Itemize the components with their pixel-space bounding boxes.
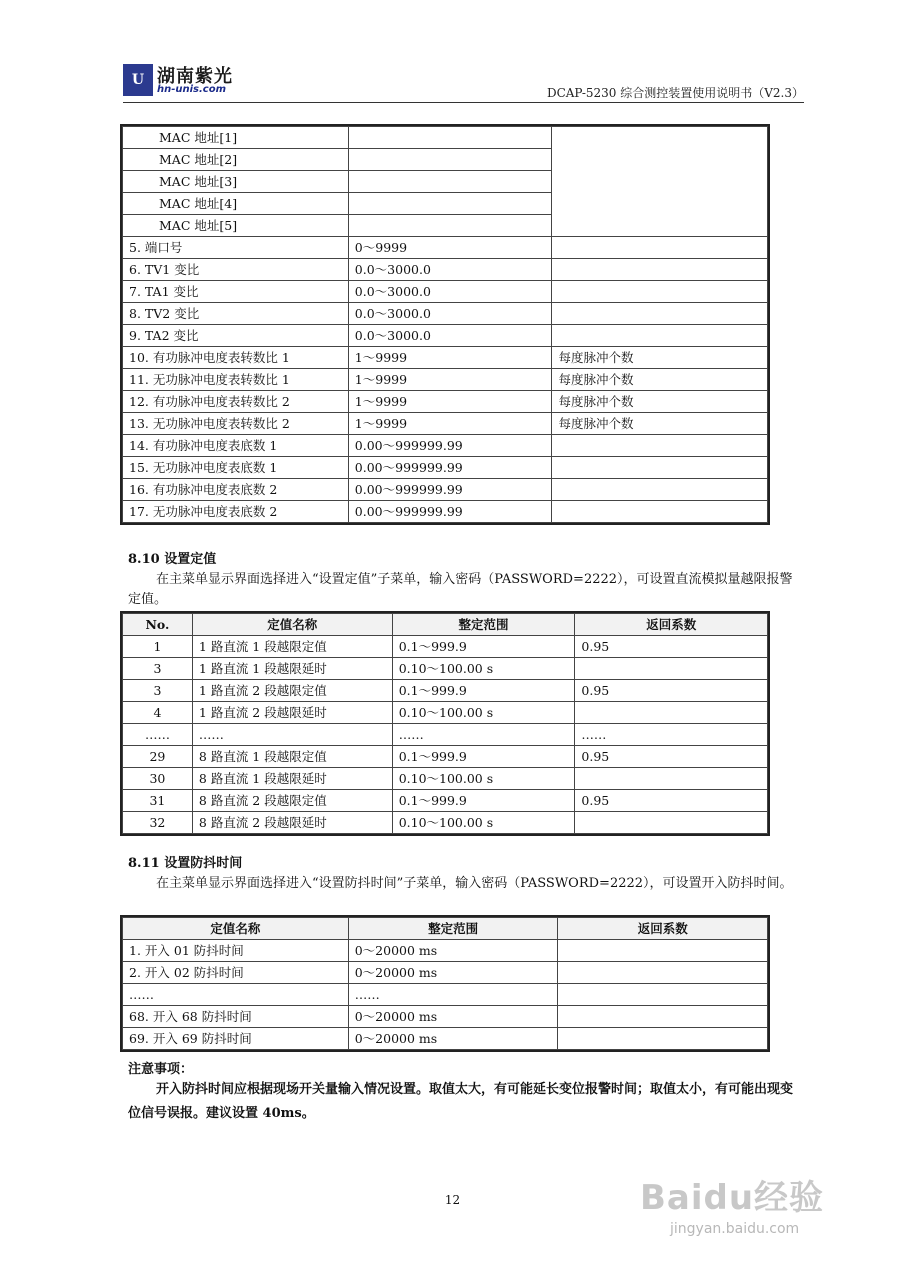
table-row (123, 680, 768, 702)
setpoint-range-cell: 0.10～100.00 s (392, 658, 575, 680)
parameter-range-cell: 0.0～3000.0 (348, 325, 552, 347)
setpoint-return-cell: 0.95 (575, 746, 768, 768)
parameter-name-cell: MAC 地址[5] (123, 215, 349, 237)
setpoint-name-cell: 8 路直流 2 段越限定值 (192, 790, 392, 812)
parameter-range-cell: 1～9999 (348, 391, 552, 413)
parameter-range-cell: 0.0～3000.0 (348, 303, 552, 325)
parameter-note-cell (552, 325, 768, 347)
setpoint-name-cell: 8 路直流 2 段越限延时 (192, 812, 392, 834)
parameter-note-cell (552, 303, 768, 325)
table-row (123, 746, 768, 768)
parameter-range-cell: 1～9999 (348, 369, 552, 391)
parameter-name-cell: MAC 地址[2] (123, 149, 349, 171)
parameter-range-cell (348, 215, 552, 237)
setpoint-range-cell: 0.1～999.9 (392, 790, 575, 812)
parameter-note-cell (552, 501, 768, 523)
company-logo-text: 湖南紫光 (157, 66, 233, 87)
table-row (123, 702, 768, 724)
parameter-name-cell: MAC 地址[3] (123, 171, 349, 193)
setpoint-return-cell: …… (575, 724, 768, 746)
table-row (123, 479, 768, 501)
parameter-note-cell (552, 237, 768, 259)
section-title-8-10: 8.10 设置定值 (128, 552, 217, 567)
parameter-name-cell: 8. TV2 变比 (123, 303, 349, 325)
parameter-range-cell (348, 149, 552, 171)
company-logo-url: hn-unis.com (157, 84, 227, 95)
setpoint-name-cell: 1 路直流 2 段越限定值 (192, 680, 392, 702)
debounce-range-cell: …… (348, 984, 558, 1006)
table-row (123, 391, 768, 413)
setpoint-no-cell: 4 (123, 702, 193, 724)
debounce-name-cell: 2. 开入 02 防抖时间 (123, 962, 349, 984)
parameter-range-cell: 1～9999 (348, 347, 552, 369)
notes-title: 注意事项： (128, 1062, 194, 1077)
setpoint-name-cell: 8 路直流 1 段越限延时 (192, 768, 392, 790)
parameter-range-cell: 0.00～999999.99 (348, 501, 552, 523)
debounce-name-cell: 68. 开入 68 防抖时间 (123, 1006, 349, 1028)
parameter-name-cell: 9. TA2 变比 (123, 325, 349, 347)
parameter-note-cell (552, 479, 768, 501)
debounce-name-cell: 1. 开入 01 防抖时间 (123, 940, 349, 962)
table-row (123, 636, 768, 658)
table-row (123, 457, 768, 479)
debounce-return-cell (558, 962, 768, 984)
table-row (123, 127, 768, 149)
parameter-name-cell: 7. TA1 变比 (123, 281, 349, 303)
setpoint-range-cell: 0.1～999.9 (392, 746, 575, 768)
parameter-name-cell: 11. 无功脉冲电度表转数比 1 (123, 369, 349, 391)
debounce-range-cell: 0～20000 ms (348, 962, 558, 984)
setpoint-name-cell: 1 路直流 1 段越限定值 (192, 636, 392, 658)
debounce-table (122, 917, 768, 1050)
table-row (123, 237, 768, 259)
parameter-range-cell (348, 171, 552, 193)
debounce-return-cell (558, 1006, 768, 1028)
debounce-range-cell: 0～20000 ms (348, 940, 558, 962)
parameter-name-cell: 12. 有功脉冲电度表转数比 2 (123, 391, 349, 413)
setpoint-return-cell: 0.95 (575, 636, 768, 658)
setpoint-return-cell (575, 702, 768, 724)
setpoint-no-cell: 1 (123, 636, 193, 658)
debounce-return-cell (558, 984, 768, 1006)
setpoint-no-cell: …… (123, 724, 193, 746)
setpoint-table (122, 613, 768, 834)
debounce-range-cell: 0～20000 ms (348, 1028, 558, 1050)
parameter-name-cell: 16. 有功脉冲电度表底数 2 (123, 479, 349, 501)
debounce-name-cell: …… (123, 984, 349, 1006)
parameter-note-cell (552, 281, 768, 303)
table-row (123, 1006, 768, 1028)
parameter-note-cell (552, 259, 768, 281)
table-row (123, 413, 768, 435)
debounce-range-cell: 0～20000 ms (348, 1006, 558, 1028)
column-header: No. (123, 614, 193, 636)
column-header: 返回系数 (575, 614, 768, 636)
setpoint-range-cell: 0.10～100.00 s (392, 768, 575, 790)
document-title: DCAP-5230 综合测控装置使用说明书（V2.3） (546, 86, 804, 100)
table-row (123, 347, 768, 369)
parameter-note-cell (552, 457, 768, 479)
table-row (123, 369, 768, 391)
column-header: 定值名称 (192, 614, 392, 636)
parameter-name-cell: 15. 无功脉冲电度表底数 1 (123, 457, 349, 479)
company-logo-icon: U (123, 64, 153, 96)
setpoint-no-cell: 32 (123, 812, 193, 834)
baidu-watermark (640, 1170, 860, 1270)
table-row (123, 259, 768, 281)
page-number: 12 (444, 1193, 461, 1207)
parameter-name-cell: 10. 有功脉冲电度表转数比 1 (123, 347, 349, 369)
parameter-note-cell: 每度脉冲个数 (552, 413, 768, 435)
setpoint-no-cell: 30 (123, 768, 193, 790)
setpoint-range-cell: …… (392, 724, 575, 746)
parameter-name-cell: 6. TV1 变比 (123, 259, 349, 281)
parameter-range-cell: 0～9999 (348, 237, 552, 259)
page-header (123, 58, 804, 102)
parameter-range-cell: 0.0～3000.0 (348, 259, 552, 281)
setpoint-name-cell: …… (192, 724, 392, 746)
column-header: 返回系数 (558, 918, 768, 940)
column-header: 整定范围 (392, 614, 575, 636)
parameter-range-cell (348, 193, 552, 215)
table-row (123, 303, 768, 325)
parameter-note-cell (552, 435, 768, 457)
parameter-range-cell: 0.00～999999.99 (348, 457, 552, 479)
parameter-name-cell: MAC 地址[1] (123, 127, 349, 149)
notes-text: 开入防抖时间应根据现场开关量输入情况设置。取值太大，有可能延长变位报警时间；取值太小，有可能出现变位信号误报。建议设置 40ms。 (128, 1082, 794, 1121)
section-8-10-paragraph: 在主菜单显示界面选择进入“设置定值”子菜单，输入密码（PASSWORD=2222），可设置直流模拟量越限报警定值。 (128, 572, 793, 607)
table-row (123, 962, 768, 984)
parameter-name-cell: 14. 有功脉冲电度表底数 1 (123, 435, 349, 457)
debounce-return-cell (558, 940, 768, 962)
column-header: 整定范围 (348, 918, 558, 940)
parameter-note-cell (552, 127, 768, 237)
debounce-return-cell (558, 1028, 768, 1050)
parameter-note-cell: 每度脉冲个数 (552, 347, 768, 369)
table-row (123, 790, 768, 812)
setpoint-return-cell: 0.95 (575, 790, 768, 812)
setpoint-no-cell: 3 (123, 658, 193, 680)
setpoint-return-cell (575, 812, 768, 834)
table-row (123, 435, 768, 457)
watermark-main-text: Baidu经验 (640, 1178, 825, 1218)
setpoint-return-cell (575, 658, 768, 680)
header-divider (123, 102, 804, 103)
parameter-note-cell: 每度脉冲个数 (552, 391, 768, 413)
setpoint-return-cell: 0.95 (575, 680, 768, 702)
table-row (123, 325, 768, 347)
setpoint-range-cell: 0.1～999.9 (392, 680, 575, 702)
parameter-range-cell (348, 127, 552, 149)
setpoint-range-cell: 0.10～100.00 s (392, 702, 575, 724)
setpoint-name-cell: 8 路直流 1 段越限定值 (192, 746, 392, 768)
table-row (123, 658, 768, 680)
parameter-note-cell: 每度脉冲个数 (552, 369, 768, 391)
parameter-name-cell: 5. 端口号 (123, 237, 349, 259)
table-row (123, 281, 768, 303)
section-title-8-11: 8.11 设置防抖时间 (128, 856, 243, 871)
table-row (123, 768, 768, 790)
setpoint-no-cell: 31 (123, 790, 193, 812)
setpoint-name-cell: 1 路直流 2 段越限延时 (192, 702, 392, 724)
debounce-name-cell: 69. 开入 69 防抖时间 (123, 1028, 349, 1050)
table-row (123, 940, 768, 962)
parameter-range-cell: 0.00～999999.99 (348, 479, 552, 501)
table-row (123, 501, 768, 523)
parameter-range-cell: 0.0～3000.0 (348, 281, 552, 303)
column-header: 定值名称 (123, 918, 349, 940)
setpoint-return-cell (575, 768, 768, 790)
table-row (123, 724, 768, 746)
setpoint-name-cell: 1 路直流 1 段越限延时 (192, 658, 392, 680)
setpoint-range-cell: 0.1～999.9 (392, 636, 575, 658)
parameter-name-cell: 13. 无功脉冲电度表转数比 2 (123, 413, 349, 435)
table-row (123, 1028, 768, 1050)
parameter-range-cell: 1～9999 (348, 413, 552, 435)
watermark-url: jingyan.baidu.com (670, 1221, 800, 1237)
section-8-11-paragraph: 在主菜单显示界面选择进入“设置防抖时间”子菜单，输入密码（PASSWORD=2222），可设置开入防抖时间。 (156, 876, 793, 891)
parameter-name-cell: 17. 无功脉冲电度表底数 2 (123, 501, 349, 523)
table-row (123, 812, 768, 834)
setpoint-no-cell: 29 (123, 746, 193, 768)
parameter-name-cell: MAC 地址[4] (123, 193, 349, 215)
setpoint-range-cell: 0.10～100.00 s (392, 812, 575, 834)
parameter-table (122, 126, 768, 523)
table-row (123, 984, 768, 1006)
parameter-range-cell: 0.00～999999.99 (348, 435, 552, 457)
setpoint-no-cell: 3 (123, 680, 193, 702)
